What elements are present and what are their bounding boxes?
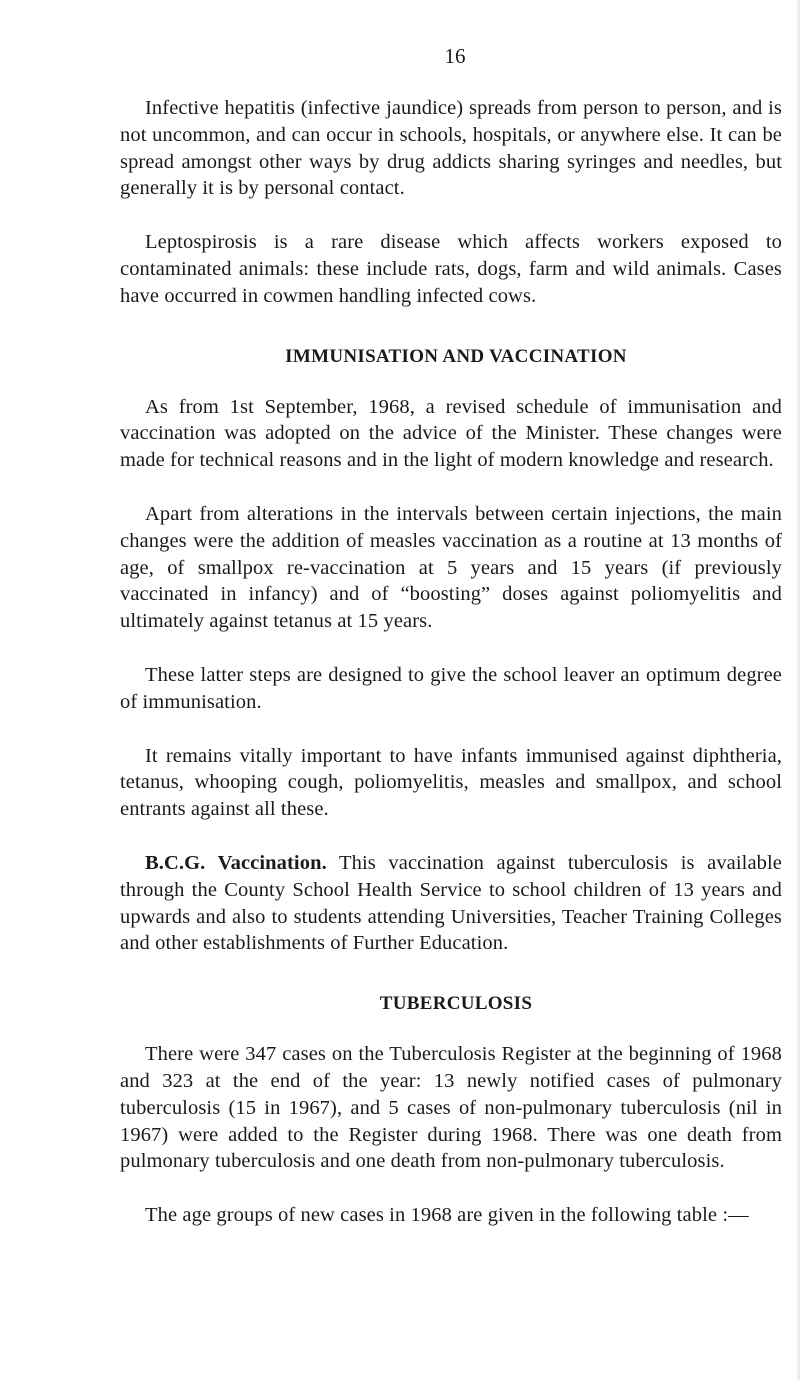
paragraph-hepatitis: Infective hepatitis (infective jaundice) spreads from person to person, and is not uncommon, and can occur in schools, hospitals, or anywhere else. It can be spread amongst other ways by drug addicts sharing syringes and needles, but generally it is by personal contact. (120, 97, 782, 200)
bcg-body-text: This vaccination against tuberculosis is available through the County School Health Service to school children of 13 years and upwards and also to students attending Universities, Teacher Training Colleges and other establishments of Further Education. (120, 851, 783, 955)
paragraph-immunisation-importance: It remains vitally important to have infants immunised against diphtheria, tetanus, whooping cough, poliomyelitis, measles and smallpox, and school entrants against all these. (120, 744, 782, 821)
paragraph-tuberculosis-age-groups: The age groups of new cases in 1968 are given in the following table :— (145, 1204, 749, 1227)
page-number: 16 (444, 44, 466, 68)
page-edge-shadow (796, 0, 800, 1380)
heading-immunisation: IMMUNISATION AND VACCINATION (285, 345, 627, 367)
paragraph-tuberculosis-register: There were 347 cases on the Tuberculosis Register at the beginning of 1968 and 323 at the end of the year: 13 newly notified cases of pulmonary tuberculosis (15 in 1967), and 5 cases of non-pulmonary tuberculosis (nil in 1967) were added to the Register during 1968. There was one death from pulmonary tuberculosis and one death from non-pulmonary tuberculosis. (120, 1043, 782, 1173)
paragraph-immunisation-schedule: As from 1st September, 1968, a revised schedule of immunisation and vaccination was adopted on the advice of the Minister. These changes were made for technical reasons and in the light of modern knowledge and research. (120, 395, 782, 472)
paragraph-immunisation-changes: Apart from alterations in the intervals between certain injections, the main changes were the addition of measles vaccination as a routine at 13 months of age, of smallpox re-vaccination at 5 years and 15 years (if previously vaccinated in infancy) and of “boosting” doses against poliomyelitis and ultimately against tetanus at 15 years. (120, 502, 782, 633)
paragraph-immunisation-latter-steps: These latter steps are designed to give the school leaver an optimum degree of immunisation. (120, 663, 782, 713)
heading-tuberculosis: TUBERCULOSIS (379, 993, 533, 1015)
paragraph-leptospirosis: Leptospirosis is a rare disease which affects workers exposed to contaminated animals: these include rats, dogs, farm and wild animals. Cases have occurred in cowmen handling infected cows. (120, 231, 782, 307)
paragraph-bcg-vaccination (120, 850, 782, 957)
bcg-runin-heading: B.C.G. Vaccination. (145, 851, 327, 874)
document-page (120, 44, 782, 1229)
